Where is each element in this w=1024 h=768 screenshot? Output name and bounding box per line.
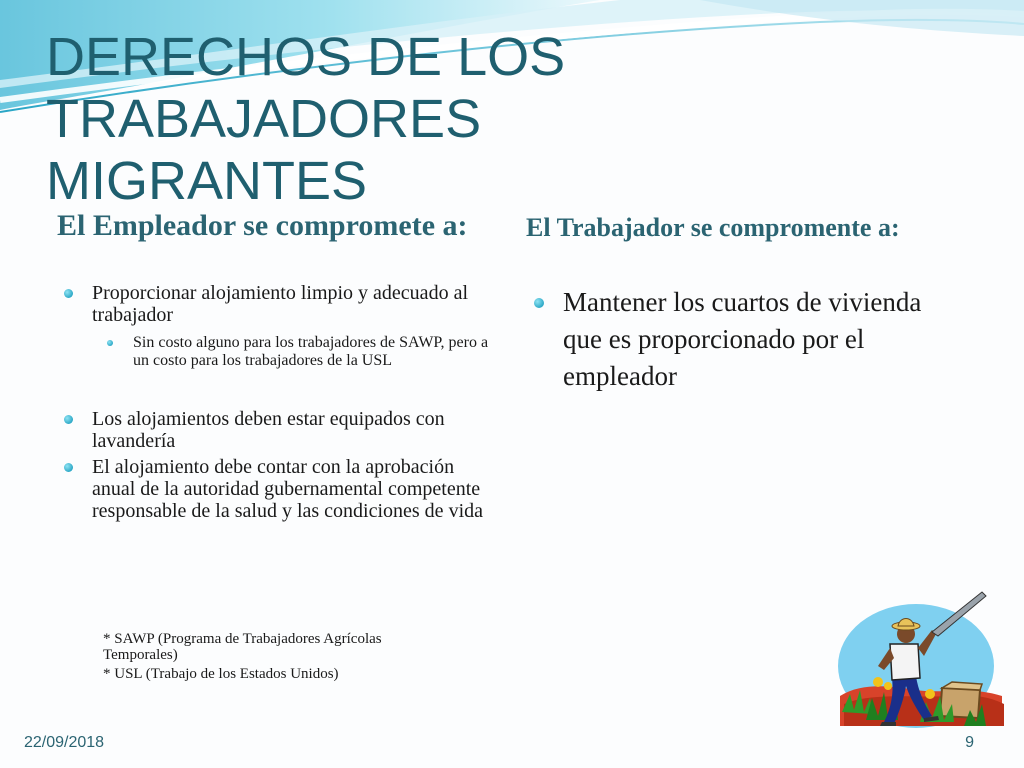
page-number: 9 (965, 734, 974, 751)
bullet-icon (64, 289, 73, 298)
list-item-text: Mantener los cuartos de vivienda que es proporcionado por el empleador (563, 287, 922, 391)
bullet-icon (534, 298, 544, 308)
employer-commitments-list (60, 282, 490, 526)
slide-title-line-2: MIGRANTES (46, 151, 368, 211)
bullet-icon (64, 415, 73, 424)
farm-worker-clipart-icon (832, 586, 1008, 732)
list-spacer (60, 370, 490, 408)
list-item (60, 408, 490, 452)
bullet-icon (64, 463, 73, 472)
list-item-text: Sin costo alguno para los trabajadores de SAWP, pero a un costo para los trabajadores de la USL (133, 334, 489, 369)
list-item-text: El alojamiento debe contar con la aprobación anual de la autoridad gubernamental competente responsable de la salud y las condiciones de vida (92, 456, 483, 522)
list-item-text: Proporcionar alojamiento limpio y adecuado al trabajador (92, 282, 468, 326)
list-item (534, 284, 934, 395)
slide-title-line-1: DERECHOS DE LOS TRABAJADORES (46, 27, 566, 149)
slide-title (46, 26, 1006, 212)
list-item-text: Los alojamientos deben estar equipados con lavandería (92, 408, 445, 452)
worker-heading: El Trabajador se compromente a: (526, 213, 900, 242)
footer-date: 22/09/2018 (24, 734, 105, 751)
footnotes (103, 631, 433, 682)
footnote-usl: * USL (Trabajo de los Estados Unidos) (103, 666, 339, 682)
sub-list-item (60, 334, 490, 370)
bullet-icon (107, 340, 113, 346)
employer-heading: El Empleador se compromete a: (57, 209, 468, 242)
list-item (60, 282, 490, 326)
worker-commitments-list (534, 284, 934, 395)
footnote-sawp: * SAWP (Programa de Trabajadores Agrícolas Temporales) (103, 631, 382, 663)
list-item (60, 456, 490, 522)
